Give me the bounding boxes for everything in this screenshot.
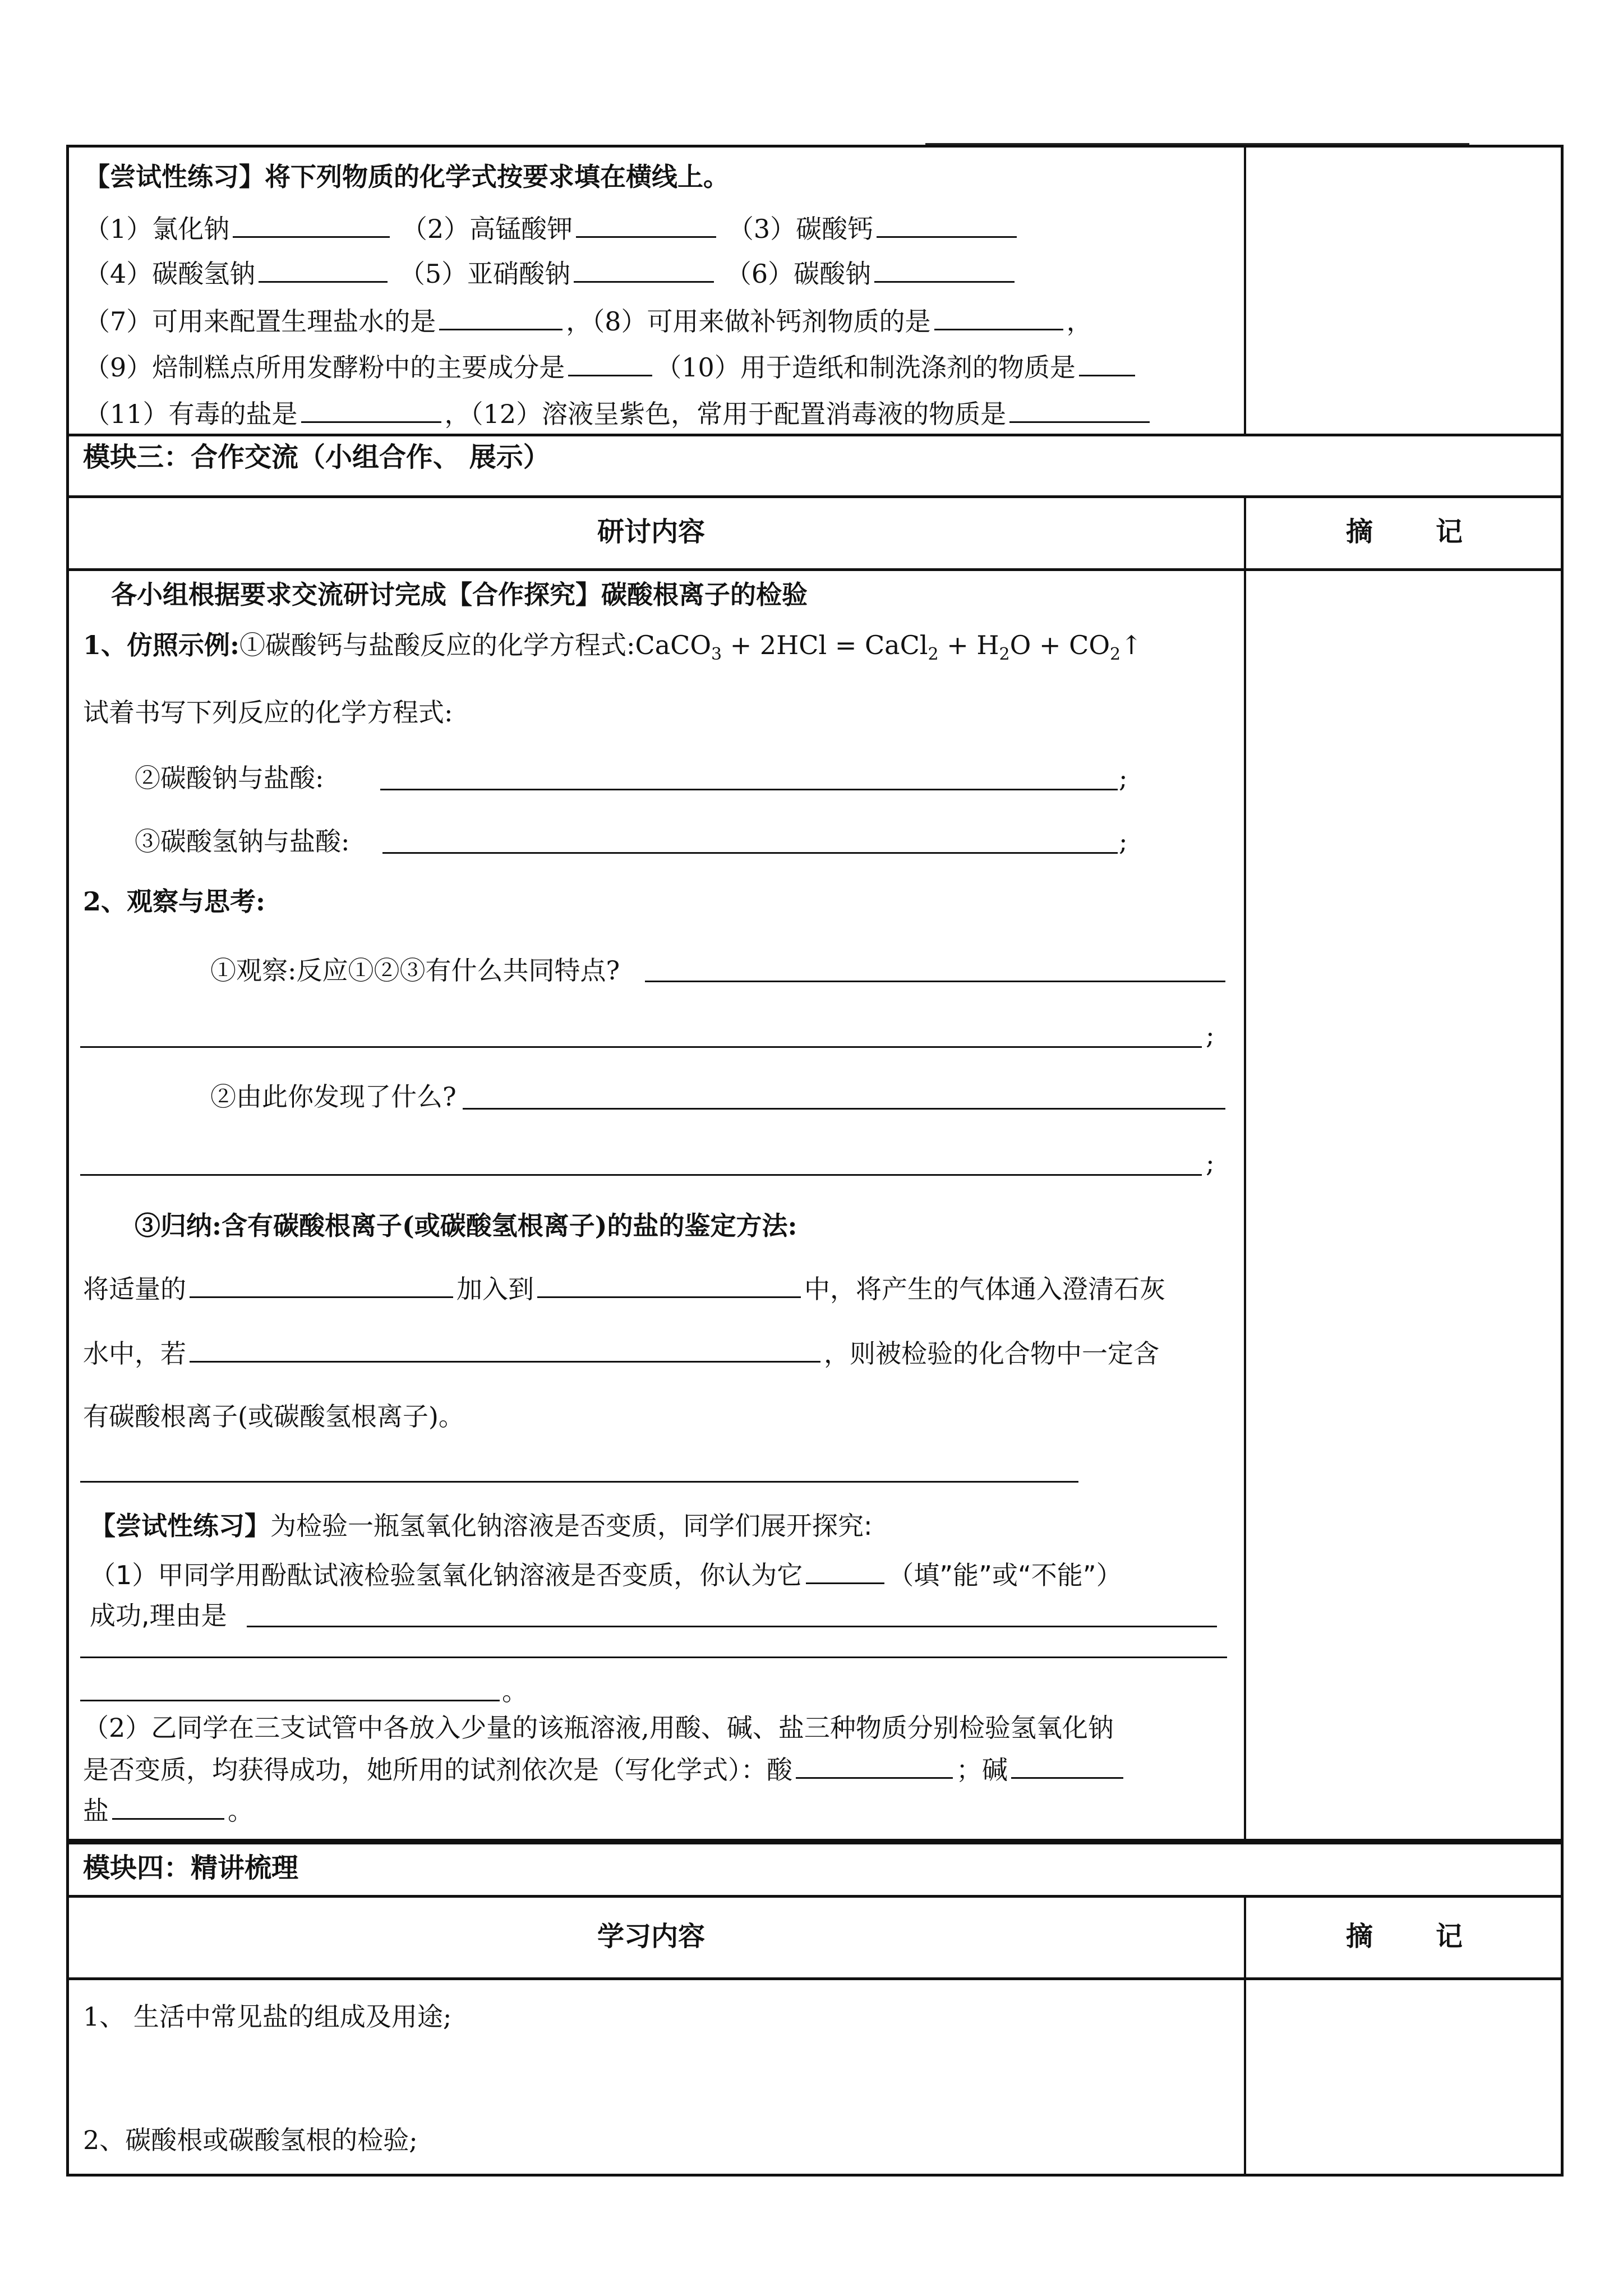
row-rule [66, 495, 1564, 498]
blank[interactable] [301, 395, 441, 423]
q1-text: （填”能”或“不能”） [888, 1560, 1122, 1590]
blank[interactable] [439, 303, 562, 330]
row-rule [66, 1977, 1564, 1980]
q2-text: ；碱 [956, 1755, 1008, 1785]
blank[interactable] [1011, 1751, 1123, 1779]
up-arrow-icon: ↑ [1121, 630, 1142, 660]
blank[interactable] [874, 255, 1015, 283]
q2-text: 盐 [83, 1796, 109, 1826]
summary-text: 将适量的 [83, 1274, 186, 1304]
answer-line[interactable] [80, 1046, 1202, 1048]
q1-line2: 成功,理由是 [90, 1600, 227, 1631]
example-text: ①碳酸钙与盐酸反应的化学方程式:CaCO [239, 630, 712, 660]
q1-end: 。 [502, 1676, 528, 1706]
trial2-line [90, 1509, 873, 1543]
answer-line[interactable] [382, 852, 1118, 854]
example-text: + 2HCl = CaCl [722, 630, 928, 660]
semicolon: ; [1119, 763, 1128, 793]
summary-line2 [83, 1335, 1159, 1370]
try-write: 试着书写下列反应的化学方程式: [83, 697, 453, 728]
answer-line[interactable] [80, 1700, 500, 1701]
col-divider [1244, 1895, 1246, 2174]
trial-q10: （10）用于造纸和制洗涤剂的物质是 [656, 352, 1076, 383]
blank[interactable] [233, 210, 390, 238]
col-divider [1244, 495, 1246, 1839]
q2-line2 [83, 1751, 1127, 1787]
module4-col-notes-a: 摘 [1346, 1921, 1373, 1952]
row-rule [66, 1842, 1564, 1844]
trial-item-2: （2）高锰酸钾 [401, 214, 573, 244]
row-rule [66, 434, 1564, 436]
q2-line3 [83, 1792, 253, 1828]
q2-text: 是否变质，均获得成功，她所用的试剂依次是（写化学式）：酸 [83, 1755, 792, 1785]
module4-item-2: 2、碳酸根或碳酸氢根的检验; [83, 2125, 418, 2155]
blank[interactable] [112, 1792, 224, 1820]
subscript: 2 [928, 645, 939, 665]
trial-row1 [84, 210, 1020, 246]
summary-line1 [83, 1271, 1165, 1306]
answer-line[interactable] [80, 1481, 1078, 1483]
summary-text: ，则被检验的化合物中一定含 [824, 1338, 1159, 1369]
q2-line1: （2）乙同学在三支试管中各放入少量的该瓶溶液,用酸、碱、盐三种物质分别检验氢氧化钠 [83, 1713, 1114, 1743]
blank[interactable] [877, 210, 1017, 238]
trial-row4 [84, 349, 1138, 384]
module3-col-content: 研讨内容 [597, 516, 706, 547]
blank[interactable] [806, 1557, 884, 1584]
summary-line3: 有碳酸根离子(或碳酸氢根离子)。 [83, 1401, 464, 1432]
row-rule [66, 568, 1564, 571]
answer-line[interactable] [247, 1626, 1217, 1627]
module4-col-content: 学习内容 [597, 1921, 706, 1952]
example-text: O + CO [1009, 630, 1110, 660]
subscript: 3 [711, 645, 722, 665]
summary-text: 中，将产生的气体通入澄清石灰 [804, 1274, 1165, 1304]
module3-title: 模块三：合作交流（小组合作、 展示） [83, 441, 550, 473]
module4-title: 模块四：精讲梳理 [83, 1852, 299, 1884]
trial-title: 【尝试性练习】将下列物质的化学式按要求填在横线上。 [84, 162, 729, 192]
trial-q7: （7）可用来配置生理盐水的是 [84, 306, 436, 337]
trial-row3 [84, 303, 1092, 338]
summary-text: 水中，若 [83, 1338, 186, 1369]
answer-line[interactable] [380, 789, 1118, 790]
blank[interactable] [796, 1751, 953, 1779]
trial-item-4: （4）碳酸氢钠 [84, 259, 256, 289]
q1-line1 [90, 1557, 1122, 1592]
example-line [83, 628, 1142, 671]
col-divider [1244, 145, 1246, 434]
row-rule [66, 1839, 1564, 1842]
blank[interactable] [576, 210, 716, 238]
trial-q8: ，（8）可用来做补钙剂物质的是 [566, 306, 931, 337]
blank[interactable] [537, 1271, 801, 1298]
row-rule [66, 1895, 1564, 1898]
row-rule [66, 2174, 1564, 2177]
module3-intro: 各小组根据要求交流研讨完成【合作探究】碳酸根离子的检验 [111, 579, 808, 610]
table-border [1561, 1839, 1564, 2174]
summary-text: 加入到 [457, 1274, 534, 1304]
q2-end: 。 [228, 1796, 253, 1826]
module3-col-notes-a: 摘 [1346, 516, 1373, 547]
subscript: 2 [999, 645, 1010, 665]
example-label: 1、仿照示例: [83, 630, 239, 660]
trial-item-6: （6）碳酸钠 [725, 259, 872, 289]
example-text: + H [938, 630, 999, 660]
answer-line[interactable] [645, 981, 1225, 982]
blank[interactable] [190, 1335, 820, 1363]
trial-q11: （11）有毒的盐是 [84, 399, 298, 429]
observe-label: 2、观察与思考: [83, 886, 265, 917]
module3-col-notes-b: 记 [1436, 516, 1463, 547]
blank[interactable] [1009, 395, 1150, 423]
punct: ， [1066, 306, 1092, 337]
q1-text: （1）甲同学用酚酞试液检验氢氧化钠溶液是否变质，你认为它 [90, 1560, 803, 1590]
obs1-label: ①观察:反应①②③有什么共同特点? [210, 955, 620, 986]
summary-title: ③归纳:含有碳酸根离子(或碳酸氢根离子)的盐的鉴定方法: [135, 1211, 797, 1241]
trial-row2 [84, 255, 1018, 291]
blank[interactable] [190, 1271, 453, 1298]
module4-col-notes-b: 记 [1436, 1921, 1463, 1952]
blank[interactable] [259, 255, 388, 283]
trial-item-1: （1）氯化钠 [84, 214, 230, 244]
semicolon: ; [1119, 826, 1128, 857]
answer-line[interactable] [80, 1657, 1227, 1658]
trial2-title: 【尝试性练习】 [90, 1511, 270, 1541]
module4-item-1: 1、 生活中常见盐的组成及用途; [83, 2001, 452, 2032]
obs2-label: ②由此你发现了什么? [210, 1082, 457, 1112]
blank[interactable] [934, 303, 1063, 330]
blank[interactable] [568, 349, 652, 376]
subscript: 2 [1110, 645, 1121, 665]
semicolon: ; [1206, 1148, 1215, 1178]
table-border [66, 1839, 69, 2174]
answer-line[interactable] [80, 1174, 1202, 1176]
trial-q9: （9）焙制糕点所用发酵粉中的主要成分是 [84, 352, 565, 383]
eq3-label: ③碳酸氢钠与盐酸: [135, 826, 350, 857]
blank[interactable] [574, 255, 714, 283]
trial-item-3: （3）碳酸钙 [727, 214, 874, 244]
answer-line[interactable] [463, 1108, 1225, 1110]
trial-q12: ，（12）溶液呈紫色，常用于配置消毒液的物质是 [444, 399, 1007, 429]
trial2-text: 为检验一瓶氢氧化钠溶液是否变质，同学们展开探究: [270, 1511, 873, 1541]
trial-item-5: （5）亚硝酸钠 [399, 259, 571, 289]
trial-row5 [84, 395, 1153, 431]
blank[interactable] [1079, 349, 1135, 376]
eq2-label: ②碳酸钠与盐酸: [135, 763, 324, 793]
semicolon: ; [1206, 1020, 1215, 1050]
